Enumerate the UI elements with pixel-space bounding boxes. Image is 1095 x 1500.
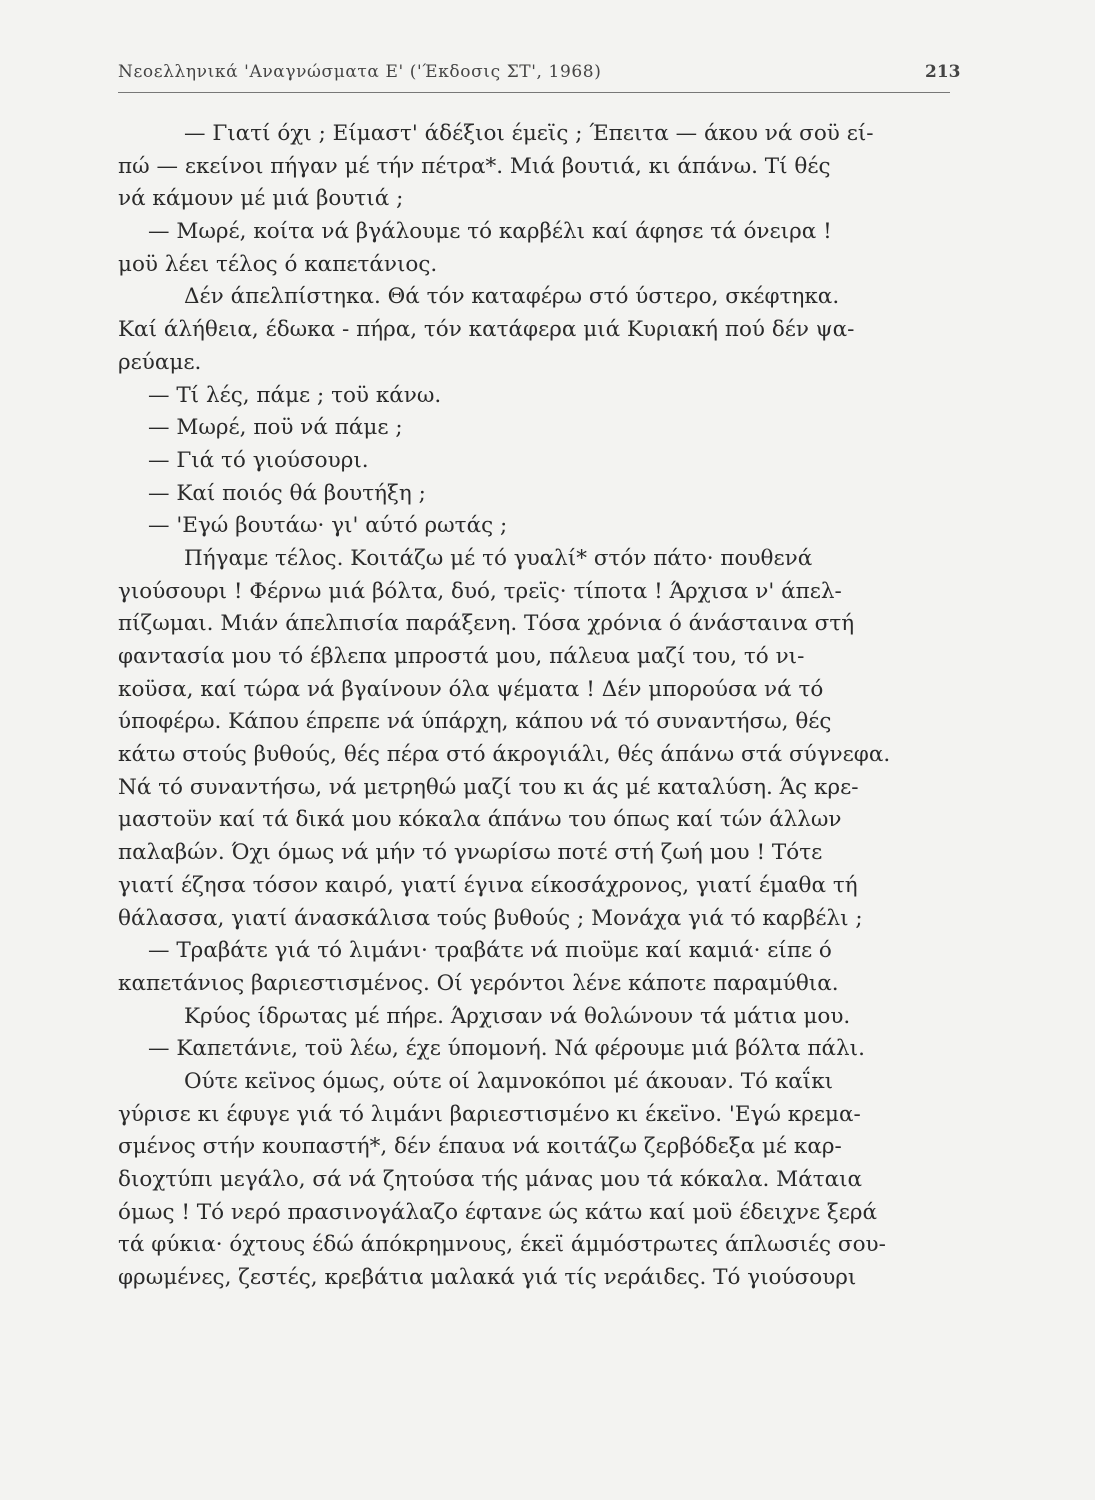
text-line: — Μωρέ, ποϋ νά πάμε ; [148,415,403,441]
text-line: ύποφέρω. Κάπου έπρεπε νά ύπάρχη, κάπου νά τό συναντήσω, θές [118,709,832,735]
text-line: — Γιά τό γιούσουρι. [148,447,369,473]
text-line: κοϋσα, καί τώρα νά βγαίνουν όλα ψέματα ! Δέν μπορούσα νά τό [118,676,824,702]
text-line: γιούσουρι ! Φέρνω μιά βόλτα, δυό, τρεϊς· τίποτα ! Άρχισα ν' άπελ- [118,578,842,604]
text-line: καπετάνιος βαριεστισμένος. Οί γερόντοι λένε κάποτε παραμύθια. [118,970,839,996]
text-line: Δέν άπελπίστηκα. Θά τόν καταφέρω στό ύστερο, σκέφτηκα. [184,284,840,310]
text-line: ρεύαμε. [118,349,202,375]
text-line: γύρισε κι έφυγε γιά τό λιμάνι βαριεστισμένο κι έκεϊνο. 'Εγώ κρεμα- [118,1101,861,1127]
body-text [118,118,950,1295]
text-line: Νά τό συναντήσω, νά μετρηθώ μαζί του κι άς μέ καταλύση. Άς κρε- [118,774,859,800]
text-line: μαστοϋν καί τά δικά μου κόκαλα άπάνω του όπως καί τών άλλων [118,807,842,833]
page-number: 213 [925,62,961,82]
text-line: — Καί ποιός θά βουτήξη ; [148,480,426,506]
text-line: πίζωμαι. Μιάν άπελπισία παράξενη. Τόσα χρόνια ό άνάσταινα στή [118,611,855,637]
text-line: φαντασία μου τό έβλεπα μπροστά μου, πάλευα μαζί του, τό νι- [118,644,805,669]
text-line: διοχτύπι μεγάλο, σά νά ζητούσα τής μάνας μου τά κόκαλα. Μάταια [118,1167,863,1192]
text-line: φρωμένες, ζεστές, κρεβάτια μαλακά γιά τίς νεράιδες. Τό γιούσουρι [118,1265,857,1291]
text-line: παλαβών. Όχι όμως νά μήν τό γνωρίσω ποτέ στή ζωή μου ! Τότε [118,840,823,866]
text-line: Κρύος ίδρωτας μέ πήρε. Άρχισαν νά θολώνουν τά μάτια μου. [184,1003,851,1029]
text-line: — Μωρέ, κοίτα νά βγάλουμε τό καρβέλι καί άφησε τά όνειρα ! [148,219,832,245]
text-line: — Τραβάτε γιά τό λιμάνι· τραβάτε νά πιοϋμε καί καμιά· είπε ό [148,938,832,964]
text-line: Καί άλήθεια, έδωκα - πήρα, τόν κατάφερα μιά Κυριακή πού δέν ψα- [118,317,855,343]
text-line: όμως ! Τό νερό πρασινογάλαζο έφτανε ώς κάτω καί μοϋ έδειχνε ξερά [118,1199,878,1225]
text-line: κάτω στούς βυθούς, θές πέρα στό άκρογιάλι, θές άπάνω στά σύγνεφα. [118,742,891,768]
running-header-title: Νεοελληνικά 'Αναγνώσματα Ε' ('Έκδοσις ΣΤ', 1968) [118,62,602,82]
text-line: — Τί λές, πάμε ; τοϋ κάνω. [148,382,442,408]
text-line: — 'Εγώ βουτάω· γι' αύτό ρωτάς ; [148,513,508,539]
text-line: θάλασσα, γιατί άνασκάλισα τούς βυθούς ; Μονάχα γιά τό καρβέλι ; [118,905,863,931]
text-line: τά φύκια· όχτους έδώ άπόκρημνους, έκεϊ άμμόστρωτες άπλωσιές σου- [118,1232,886,1258]
text-line: μοϋ λέει τέλος ό καπετάνιος. [118,251,438,277]
header-rule [118,92,950,93]
text-line: νά κάμουν μέ μιά βουτιά ; [118,186,404,212]
text-line: Πήγαμε τέλος. Κοιτάζω μέ τό γυαλί* στόν πάτο· πουθενά [184,545,813,571]
text-line: Ούτε κεϊνος όμως, ούτε οί λαμνοκόποι μέ άκουαν. Τό καΐκι [184,1068,834,1094]
text-line: γιατί έζησα τόσον καιρό, γιατί έγινα είκοσάχρονος, γιατί έμαθα τή [118,872,858,898]
text-line: σμένος στήν κουπαστή*, δέν έπαυα νά κοιτάζω ζερβόδεξα μέ καρ- [118,1134,842,1160]
text-line: πώ — εκείνοι πήγαν μέ τήν πέτρα*. Μιά βουτιά, κι άπάνω. Τί θές [118,153,831,179]
text-line: — Καπετάνιε, τοϋ λέω, έχε ύπομονή. Νά φέρουμε μιά βόλτα πάλι. [148,1036,865,1062]
text-line: — Γιατί όχι ; Είμαστ' άδέξιοι έμεϊς ; Έπειτα — άκου νά σοϋ εί- [184,121,874,146]
